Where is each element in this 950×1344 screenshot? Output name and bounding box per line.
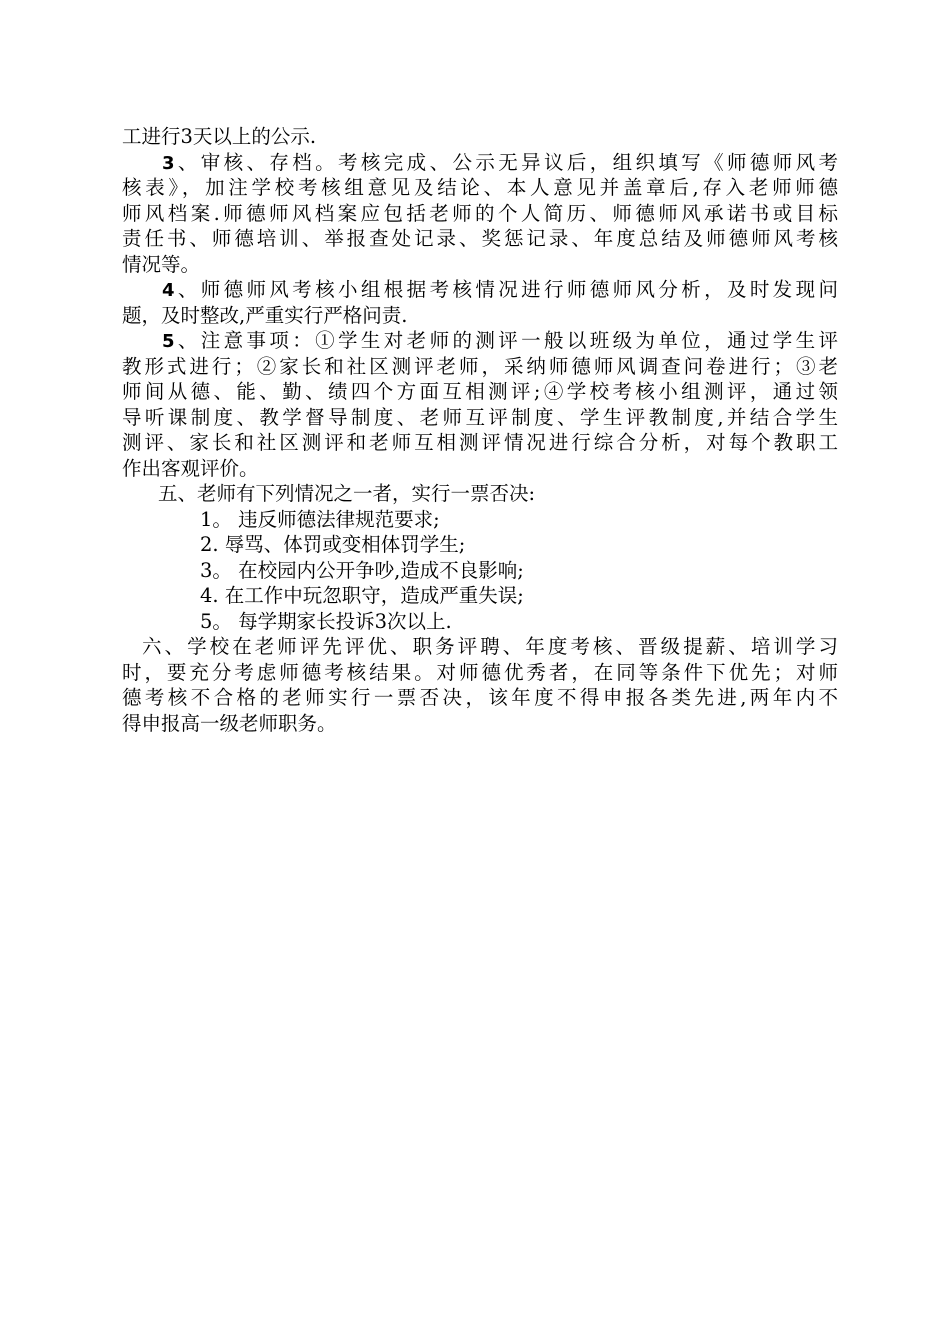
paragraph-line: 师风档案.师德师风档案应包括老师的个人简历、师德师风承诺书或目标 bbox=[122, 201, 838, 225]
paragraph-text: 、师德师风考核小组根据考核情况进行师德师风分析，及时发现问 bbox=[174, 278, 838, 301]
list-item: 3。 在校园内公开争吵,造成不良影响; bbox=[200, 558, 524, 582]
paragraph-text: 、审核、存档。考核完成、公示无异议后，组织填写《师德师风考 bbox=[174, 150, 838, 174]
paragraph-line: 工进行3天以上的公示. bbox=[122, 125, 317, 148]
paragraph-line: 情况等。 bbox=[122, 252, 201, 276]
paragraph-line: 时，要充分考虑师德考核结果。对师德优秀者，在同等条件下优先；对师 bbox=[122, 660, 838, 684]
paragraph-line: 测评、家长和社区测评和老师互相测评情况进行综合分析，对每个教职工 bbox=[122, 431, 838, 454]
paragraph-line: 得申报高一级老师职务。 bbox=[122, 711, 337, 735]
paragraph-line bbox=[122, 150, 838, 176]
paragraph-review-archive bbox=[122, 150, 838, 278]
list-item: 5。 每学期家长投诉3次以上. bbox=[200, 609, 452, 633]
item-number: 3 bbox=[162, 152, 175, 174]
paragraph-line: 核表》，加注学校考核组意见及结论、本人意见并盖章后,存入老师师德 bbox=[122, 176, 838, 199]
item-number: 5 bbox=[162, 331, 175, 352]
paragraph-line: 六、学校在老师评先评优、职务评聘、年度考核、晋级提薪、培训学习 bbox=[142, 635, 838, 658]
paragraph-text: 、注意事项：①学生对老师的测评一般以班级为单位，通过学生评 bbox=[174, 329, 838, 352]
paragraph-line: 责任书、师德培训、举报查处记录、奖惩记录、年度总结及师德师风考核 bbox=[122, 227, 838, 250]
paragraph-notes bbox=[122, 328, 838, 481]
section-evaluation-use bbox=[122, 634, 838, 736]
paragraph-line: 教形式进行；②家长和社区测评老师，采纳师德师风调查问卷进行；③老 bbox=[122, 354, 838, 378]
paragraph-line: 导听课制度、教学督导制度、老师互评制度、学生评教制度,并结合学生 bbox=[122, 405, 838, 429]
paragraph-line: 题，及时整改,严重实行严格问责. bbox=[122, 303, 408, 327]
item-number: 4 bbox=[162, 280, 175, 301]
section-veto bbox=[122, 481, 838, 634]
list-item: 4. 在工作中玩忽职守，造成严重失误; bbox=[200, 584, 524, 607]
paragraph-analysis bbox=[122, 277, 838, 328]
section-heading: 五、老师有下列情况之一者，实行一票否决: bbox=[158, 482, 536, 505]
document-body bbox=[122, 124, 838, 736]
paragraph-line: 德考核不合格的老师实行一票否决，该年度不得申报各类先进,两年内不 bbox=[122, 686, 838, 709]
paragraph-line bbox=[122, 277, 838, 303]
list-item: 2. 辱骂、体罚或变相体罚学生; bbox=[200, 533, 466, 556]
list-item: 1。 违反师德法律规范要求; bbox=[200, 507, 440, 531]
paragraph-line: 师间从德、能、勤、绩四个方面互相测评;④学校考核小组测评，通过领 bbox=[122, 380, 838, 403]
paragraph-line bbox=[122, 328, 838, 354]
paragraph-line: 作出客观评价。 bbox=[122, 456, 259, 480]
